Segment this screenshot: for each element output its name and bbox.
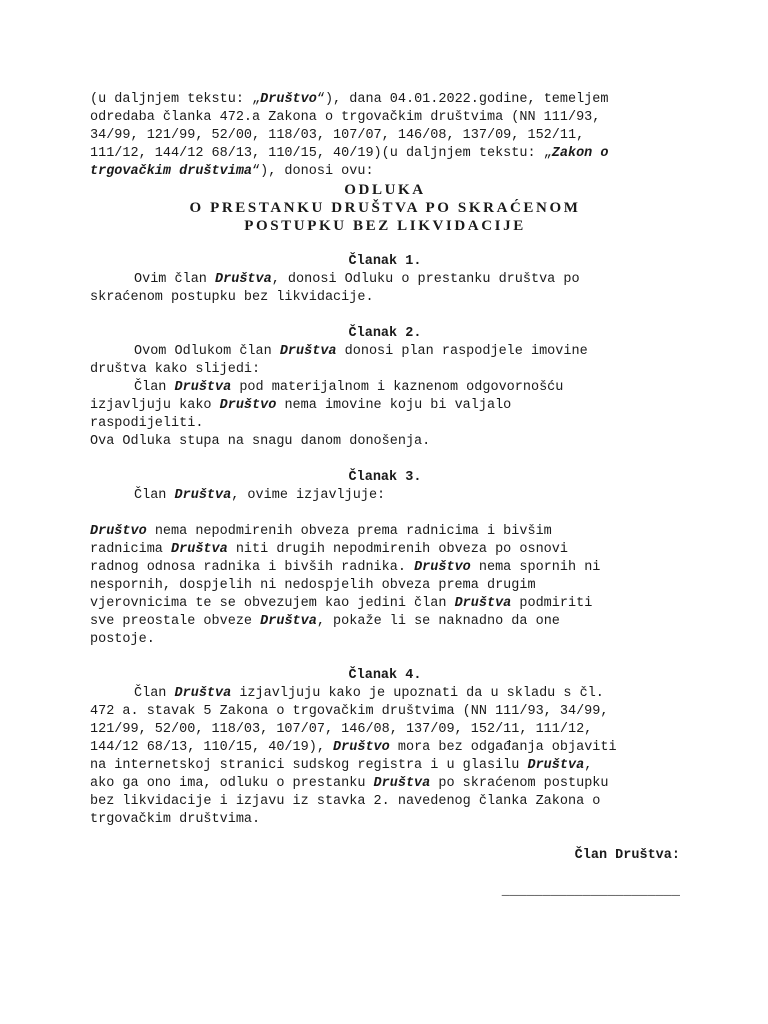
document-subtitle-1: O PRESTANKU DRUŠTVA PO SKRAĆENOM bbox=[189, 200, 581, 216]
article-2-heading: Članak 2. bbox=[348, 326, 422, 341]
article-4-line-1: Član Društva izjavljuju kako je upoznati da u skladu s čl. bbox=[134, 686, 604, 701]
article-3-line-1: Član Društva, ovime izjavljuje: bbox=[134, 488, 386, 503]
article-3-para-line-3: radnog odnosa radnika i bivših radnika. Društvo nema spornih ni bbox=[90, 560, 601, 575]
article-1-heading: Članak 1. bbox=[348, 254, 422, 269]
article-4-line-5: na internetskoj stranici sudskog registra i u glasilu Društva, bbox=[90, 758, 593, 773]
article-3-para-line-1: Društvo nema nepodmirenih obveza prema radnicima i bivšim bbox=[90, 524, 552, 539]
intro-line-5: trgovačkim društvima“), donosi ovu: bbox=[90, 164, 374, 179]
article-2-line-4: izjavljuju kako Društvo nema imovine koju bi valjalo bbox=[90, 398, 512, 413]
document-subtitle-2: POSTUPKU BEZ LIKVIDACIJE bbox=[244, 218, 526, 234]
article-2-line-2: društva kako slijedi: bbox=[90, 362, 261, 377]
article-4-line-4: 144/12 68/13, 110/15, 40/19), Društvo mora bez odgađanja objaviti bbox=[90, 740, 617, 755]
signature-line: ______________________ bbox=[501, 884, 680, 899]
article-3-para-line-5: vjerovnicima te se obvezujem kao jedini član Društva podmiriti bbox=[90, 596, 593, 611]
signature-label: Član Društva: bbox=[574, 848, 680, 863]
intro-line-2: odredaba članka 472.a Zakona o trgovačkim društvima (NN 111/93, bbox=[90, 110, 601, 125]
article-1-line-2: skraćenom postupku bez likvidacije. bbox=[90, 290, 374, 305]
article-1-line-1: Ovim član Društva, donosi Odluku o prestanku društva po bbox=[134, 272, 580, 287]
article-2-line-6: Ova Odluka stupa na snagu danom donošenja. bbox=[90, 434, 431, 449]
intro-line-1: (u daljnjem tekstu: „Društvo“), dana 04.01.2022.godine, temeljem bbox=[90, 92, 609, 107]
article-3-heading: Članak 3. bbox=[348, 470, 422, 485]
article-2-line-5: raspodijeliti. bbox=[90, 416, 204, 431]
article-3-para-line-6: sve preostale obveze Društva, pokaže li se naknadno da one bbox=[90, 614, 560, 629]
article-4-line-7: bez likvidacije i izjavu iz stavka 2. navedenog članka Zakona o bbox=[90, 794, 601, 809]
intro-line-3: 34/99, 121/99, 52/00, 118/03, 107/07, 146/08, 137/09, 152/11, bbox=[90, 128, 585, 143]
article-3-para-line-2: radnicima Društva niti drugih nepodmirenih obveza po osnovi bbox=[90, 542, 568, 557]
article-4-line-8: trgovačkim društvima. bbox=[90, 812, 261, 827]
article-3-para-line-4: nespornih, dospjelih ni nedospjelih obveza prema drugim bbox=[90, 578, 536, 593]
article-4-line-6: ako ga ono ima, odluku o prestanku Društva po skraćenom postupku bbox=[90, 776, 609, 791]
article-4-line-3: 121/99, 52/00, 118/03, 107/07, 146/08, 137/09, 152/11, 111/12, bbox=[90, 722, 593, 737]
article-2-line-3: Član Društva pod materijalnom i kaznenom odgovornošću bbox=[134, 380, 564, 395]
intro-line-4: 111/12, 144/12 68/13, 110/15, 40/19)(u daljnjem tekstu: „Zakon o bbox=[90, 146, 609, 161]
document-page bbox=[90, 91, 680, 901]
article-4-line-2: 472 a. stavak 5 Zakona o trgovačkim društvima (NN 111/93, 34/99, bbox=[90, 704, 609, 719]
article-2-line-1: Ovom Odlukom član Društva donosi plan raspodjele imovine bbox=[134, 344, 588, 359]
article-3-para-line-7: postoje. bbox=[90, 632, 155, 647]
article-4-heading: Članak 4. bbox=[348, 668, 422, 683]
document-title: ODLUKA bbox=[344, 182, 426, 198]
